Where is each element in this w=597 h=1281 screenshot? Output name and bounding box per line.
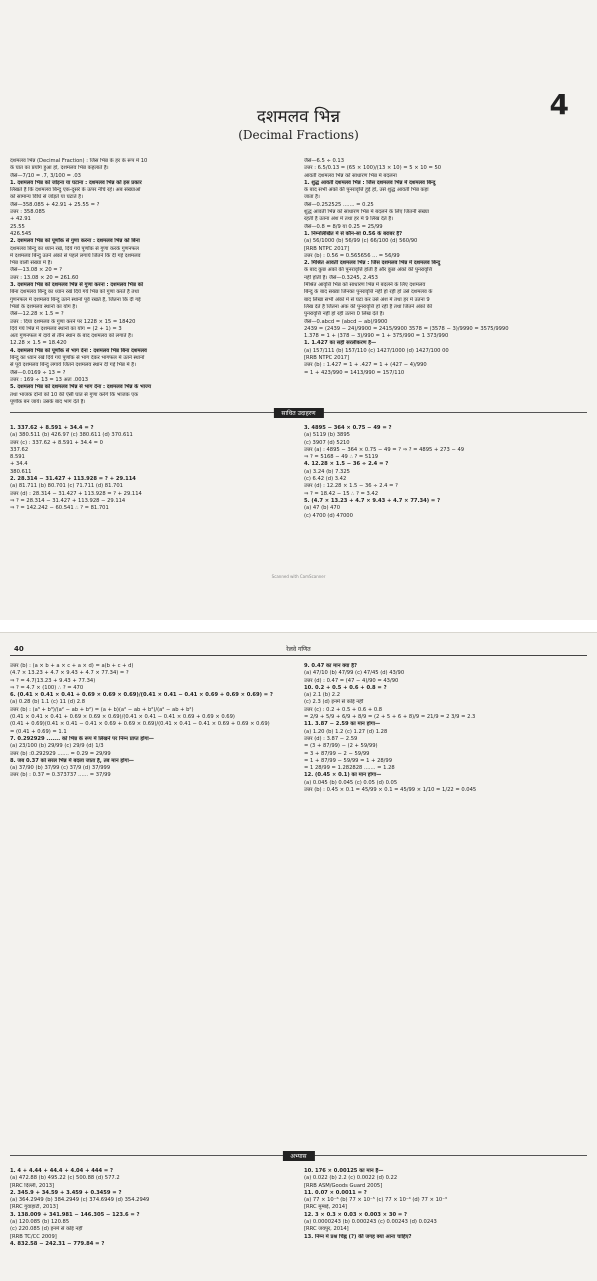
text-line: (c) 2.3 (d) इनमें से कोई नहीं xyxy=(304,699,364,706)
text-line: [RRB ASM/Goods Guard 2005] xyxy=(304,1182,383,1189)
text-line: गुणनफल में दशमलव बिन्दु उतने स्थानों पूर्व रखते हैं, जितना कि दी गई xyxy=(10,296,141,303)
practice-left-column xyxy=(10,1168,294,1248)
text-line: नहीं होती है। जैसे—0.3245, 2.453 xyxy=(304,274,378,281)
text-line: 3. दशमलव भिन्न को दशमलव भिन्न से गुणा करना : दशमलव भिन्न को xyxy=(10,282,144,289)
text-line: लिख देते हैं जितना अंक की पुनरावृत्ति हो रही है तथा जितने अंकों की xyxy=(304,303,433,310)
text-line: (0.41 + 0.69)(0.41 × 0.41 − 0.41 × 0.69 + 0.69 × 0.69)/(0.41 × 0.41 − 0.41 × 0.69 + 0.69 × 0.69) xyxy=(10,721,270,728)
text-line: 25.55 xyxy=(10,223,25,230)
examples-right-column xyxy=(304,425,588,520)
text-line: लिखते हैं कि दशमलव बिन्दु एक-दूसरे के ऊपर नीचे रहें। अब संख्याओं xyxy=(10,187,141,194)
text-line: (a) 37/90 (b) 37/99 (c) 37/9 (d) 37/999 xyxy=(10,765,111,772)
running-header: रेलवे गणित xyxy=(286,646,311,653)
text-line: 337.62 xyxy=(10,446,29,453)
text-line: (c) 6.42 (d) 3.42 xyxy=(304,476,347,483)
text-line: (a) 47 (b) 470 xyxy=(304,505,341,512)
text-line: तथा भाजक दोनों को 10 की ऐसी घात से गुणा करेंगे कि भाजक एक xyxy=(10,391,139,398)
text-line: आवर्ती दशमलव भिन्न को साधारण भिन्न में बदलना xyxy=(304,172,397,179)
text-line: 13. निम्न में प्रश्न चिह्न (?) की जगह क्या आना चाहिए? xyxy=(304,1233,412,1240)
text-line: उत्तर (d) : 3.87 − 2.59 xyxy=(304,735,358,742)
text-line: 2. 345.9 + 34.59 + 3.459 + 0.3459 = ? xyxy=(10,1189,122,1196)
text-line: 4. दशमलव भिन्न को पूर्णांक से भाग देना : दशमलव भिन्न बिना दशमलव xyxy=(10,347,147,354)
text-line: (0.41 × 0.41 × 0.41 + 0.69 × 0.69 × 0.69)/(0.41 × 0.41 − 0.41 × 0.69 + 0.69 × 0.69) xyxy=(10,714,235,721)
solutions-left-column xyxy=(10,663,294,780)
text-line: उत्तर (c) : 0.2 + 0.5 + 0.6 + 0.8 xyxy=(304,706,383,713)
solutions-right-column xyxy=(304,663,588,794)
text-line: 11. 0.07 × 0.0011 = ? xyxy=(304,1189,367,1196)
text-line: (a) 81.711 (b) 80.701 (c) 71.711 (d) 81.701 xyxy=(10,483,123,490)
chapter-number: 4 xyxy=(549,88,569,121)
text-line: 12.28 × 1.5 = 18.420 xyxy=(10,340,67,347)
page-number: 40 xyxy=(14,645,24,653)
text-line: 9. 0.47 का मान क्या है? xyxy=(304,663,357,669)
text-line: 6. (0.41 × 0.41 × 0.41 + 0.69 × 0.69 × 0.69)/(0.41 × 0.41 − 0.41 × 0.69 + 0.69 × 0.69) = ? xyxy=(10,692,273,699)
text-line: (c) 220.085 (d) इनमें से कोई नहीं xyxy=(10,1226,83,1233)
text-line: 4. 12.28 × 1.5 − 36 ÷ 2.4 = ? xyxy=(304,461,389,468)
text-line: दशमलव भिन्न (Decimal Fraction) : जिस भिन्न के हर के रूप में 10 xyxy=(10,158,148,164)
text-line: उत्तर (b) : 1.427 = 1 + .427 = 1 + (427 − 4)/990 xyxy=(304,362,427,369)
text-line: 2. मिश्रित आवर्ती दशमलव भिन्न : जिस दशमलव भिन्न में दशमलव बिन्दु xyxy=(304,260,441,267)
text-line: (a) 23/100 (b) 29/99 (c) 29/9 (d) 1/3 xyxy=(10,743,104,750)
text-line: 1. 4 + 4.44 + 44.4 + 4.04 + 444 = ? xyxy=(10,1168,114,1174)
text-line: के बाद सभी अंकों की पुनरावृत्ति हुई हो, उसे शुद्ध आवर्ती भिन्न कहा xyxy=(304,187,429,194)
text-line: में दशमलव बिन्दु उतने अंकों से पहले लगायें जितने कि दी गई दशमलव xyxy=(10,252,141,259)
text-line: उत्तर : 13.08 × 20 = 261.60 xyxy=(10,274,79,281)
text-line: के घात का प्रयोग हुआ हो, दशमलव भिन्न कहलाते हैं। xyxy=(10,165,109,172)
text-line: 2439 = (2439 − 24)/9900 = 2415/9900 3578 = (3578 − 3)/9990 = 3575/9990 xyxy=(304,325,509,332)
text-line: = 1 28/99 = 1.282828 ....... = 1.28 xyxy=(304,765,395,772)
text-line: ⇒ ? = 4.7 × (100) ∴ ? = 470 xyxy=(10,684,84,691)
examples-left-column xyxy=(10,425,294,513)
text-line: उत्तर (a) : 4895 − 364 × 0.75 − 49 = ? ⇒ ? = 4895 + 273 − 49 xyxy=(304,446,465,453)
text-line: 1. दशमलव भिन्न को जोड़ना या घटाना : दशमलव भिन्न को इस प्रकार xyxy=(10,179,142,186)
page-bottom xyxy=(0,632,597,1281)
text-line: [RRB TC/CC 2009] xyxy=(10,1233,57,1240)
text-line: जैसे—13.08 × 20 = ? xyxy=(10,267,63,274)
scanner-watermark: Scanned with CamScanner xyxy=(271,574,326,579)
banner-label: अभ्यास xyxy=(282,1151,314,1161)
text-line: शुद्ध आवर्ती भिन्न को साधारण भिन्न में बदलने के लिए जितनी संख्या xyxy=(304,209,429,216)
text-line: के बाद कुछ अंकों की पुनरावृत्ति होती है और कुछ अंकों की पुनरावृत्ति xyxy=(304,267,433,274)
text-line: जैसे—0.0169 ÷ 13 = ? xyxy=(10,369,66,376)
text-line: 5. दशमलव भिन्न को दशमलव भिन्न से भाग देना : दशमलव भिन्न के भाज्य xyxy=(10,384,152,391)
text-line: (a) 47/10 (b) 47/99 (c) 47/45 (d) 43/90 xyxy=(304,670,405,677)
text-line: = (3 + 87/99) − (2 + 59/99) xyxy=(304,743,378,750)
text-line: 3. 138.009 + 341.981 − 146.305 − 123.6 = ? xyxy=(10,1211,140,1218)
text-line: 2. 28.314 − 31.427 + 113.928 = ? + 29.114 xyxy=(10,476,136,483)
text-line: ⇒ ? = 5168 − 49 ∴ ? = 5119 xyxy=(304,454,379,461)
text-line: जैसे—0.abcd = (abcd − ab)/9900 xyxy=(304,318,388,325)
text-line: 12. 3 × 0.3 × 0.03 × 0.003 × 30 = ? xyxy=(304,1211,408,1218)
text-line: मिश्रित आवृत्ति भिन्न को साधारण भिन्न में बदलने के लिए दशमलव xyxy=(304,282,426,289)
text-line: 10. 176 × 0.00125 का मान है— xyxy=(304,1168,384,1174)
text-line: 2. दशमलव भिन्न को पूर्णांक से गुणा करना : दशमलव भिन्न को बिना xyxy=(10,238,140,245)
text-line: (a) 2.1 (b) 2.2 xyxy=(304,692,341,699)
chapter-title-hindi: दशमलव भिन्न xyxy=(256,107,341,127)
banner-label: साधित उदाहरण xyxy=(273,408,323,418)
text-line: पूर्णांक बन जाये। उसके बाद भाग देते हैं। xyxy=(10,398,86,405)
text-line: 8. जब 0.37 को सरल भिन्न में बदला जाता है, तब मान होगा— xyxy=(10,757,134,764)
text-line: 1. 1.427 का सही सरलीकरण है— xyxy=(304,340,377,347)
text-line: 1. शुद्ध आवर्ती दशमलव भिन्न : जिस दशमलव भिन्न में दशमलव बिन्दु xyxy=(304,179,436,186)
text-line: 1.378 = 1 + (378 − 3)/990 = 1 + 375/990 = 1 373/990 xyxy=(304,333,449,340)
text-line: जैसे—0.252525 ....... = 0.25 xyxy=(304,201,374,208)
text-line: अतः गुणनफल में दायें से तीन स्थान के बाद दशमलव को लगाते हैं। xyxy=(10,333,133,340)
practice-banner xyxy=(10,1155,587,1164)
text-line: = (0.41 + 0.69) = 1.1 xyxy=(10,728,67,735)
text-line: जैसे—6.5 ÷ 0.13 xyxy=(304,158,344,164)
text-line: [RRB NTPC 2017] xyxy=(304,245,350,252)
text-line: से पूर्व दशमलव बिन्दु लगायें जितने दशमलव स्थान दी गई भिन्न में है। xyxy=(10,362,136,369)
text-line: = 3 + 87/99 − 2 − 59/99 xyxy=(304,750,370,757)
text-line: 8.591 xyxy=(10,454,25,461)
text-line: जैसे—358.085 + 42.91 + 25.55 = ? xyxy=(10,201,100,208)
text-line: (a) 472.88 (b) 495.22 (c) 500.88 (d) 577.2 xyxy=(10,1175,120,1182)
text-line: ⇒ ? = 142.242 − 60.541 ∴ ? = 81.701 xyxy=(10,505,109,512)
text-line: जैसे—0.8 = 8/9 या 0.25 = 25/99 xyxy=(304,223,383,230)
text-line: उत्तर : 358.085 xyxy=(10,209,46,216)
text-line: उत्तर (b) : (a × b + a × c + a × d) = a(b + c + d) xyxy=(10,663,134,669)
text-line: (a) 5119 (b) 3895 xyxy=(304,432,350,439)
text-line: ⇒ ? = 18.42 − 15 ∴ ? = 3.42 xyxy=(304,490,379,497)
text-line: 3. 4895 − 364 × 0.75 − 49 = ? xyxy=(304,425,392,431)
practice-right-column xyxy=(304,1168,588,1241)
text-line: 5. (4.7 × 13.23 + 4.7 × 9.43 + 4.7 × 77.34) = ? xyxy=(304,497,441,504)
text-line: = 1 + 87/99 − 59/99 = 1 + 28/99 xyxy=(304,757,393,764)
text-line: उत्तर (b) : 0.56 = 0.565656 ... = 56/99 xyxy=(304,252,400,259)
text-line: जैसे—12.28 × 1.5 = ? xyxy=(10,311,64,318)
text-line: ⇒ ? = 4.7(13.23 + 9.43 + 77.34) xyxy=(10,677,96,684)
chapter-title-english: (Decimal Fractions) xyxy=(238,128,359,142)
text-line: [RRB NTPC 2017] xyxy=(304,355,350,362)
theory-right-column xyxy=(304,158,588,377)
text-line: 10. 0.2 + 0.5 + 0.6 + 0.8 = ? xyxy=(304,684,387,691)
text-line: (a) 380.511 (b) 426.97 (c) 380.611 (d) 370.611 xyxy=(10,432,133,439)
text-line: (a) 3.24 (b) 7.325 xyxy=(304,468,350,475)
text-line: (a) 120.085 (b) 120.85 xyxy=(10,1219,70,1226)
text-line: 1. निम्नलिखित में से कौन-सा 0.56 के बराबर है? xyxy=(304,230,403,237)
text-line: जाता है। xyxy=(304,194,320,201)
header-rule xyxy=(10,655,587,656)
text-line: भिन्नों के दशमलव स्थानों का योग है। xyxy=(10,303,78,310)
text-line: उत्तर (d) : 28.314 − 31.427 + 113.928 = ? + 29.114 xyxy=(10,490,142,497)
text-line: (c) 3907 (d) 5210 xyxy=(304,439,350,446)
text-line: पुनरावृत्ति नहीं हो रही उतना 0 लिख देते हैं। xyxy=(304,311,385,318)
text-line: 12. (0.45 × 0.1) का मान होगा— xyxy=(304,772,382,779)
text-line: दशमलव बिन्दु का ध्यान रखे, दिये गये पूर्णांक से गुणा करके गुणनफल xyxy=(10,245,139,252)
text-line: उत्तर (b) : (a³ + b³)/(a² − ab + b²) = (a + b)(a² − ab + b²)/(a² − ab + b²) xyxy=(10,706,194,713)
text-line: बाद लिखा सभी अंकों में से घटा कर उसे अंश में तथा हर में उतना 9 xyxy=(304,296,430,303)
text-line: (4.7 × 13.23 + 4.7 × 9.43 + 4.7 × 77.34) = ? xyxy=(10,670,129,677)
text-line: उत्तर (d) : 0.47 = (47 − 4)/90 = 43/90 xyxy=(304,677,399,684)
text-line: (a) 1.20 (b) 1.2 (c) 1.27 (d) 1.28 xyxy=(304,728,388,735)
text-line: (a) 0.0000243 (b) 0.000243 (c) 0.00243 (d) 0.0243 xyxy=(304,1219,437,1226)
text-line: 380.611 xyxy=(10,468,32,475)
text-line: [RRC दिल्ली, 2013] xyxy=(10,1182,55,1189)
text-line: [RRC गुवाहाटी, 2013] xyxy=(10,1204,58,1211)
text-line: बिन्दु का ध्यान रखे दिये गये पूर्णांक से भाग देकर भागफल में उतने स्थानों xyxy=(10,355,145,362)
text-line: 11. 3.87 − 2.59 का मान होगा— xyxy=(304,721,381,728)
text-line: + 42.91 xyxy=(10,216,31,223)
text-line: (a) 0.045 (b) 0.045 (c) 0.05 (d) 0.05 xyxy=(304,779,398,786)
text-line: + 34.4 xyxy=(10,461,28,468)
text-line: उत्तर : 169 ÷ 13 = 13 अतः .0013 xyxy=(10,376,89,383)
text-line: 4. 832.58 − 242.31 − 779.84 = ? xyxy=(10,1240,105,1247)
solved-examples-banner xyxy=(10,412,587,421)
text-line: = 2/9 + 5/9 + 6/9 + 8/9 = (2 + 5 + 6 + 8)/9 = 21/9 = 2 3/9 = 2.3 xyxy=(304,714,476,721)
text-line: (a) 0.022 (b) 2.2 (c) 0.0022 (d) 0.22 xyxy=(304,1175,398,1182)
text-line: (a) 56/1000 (b) 56/99 (c) 66/100 (d) 560/90 xyxy=(304,238,418,245)
text-line: बिना दशमलव बिन्दु का ध्यान रखे दिये गये भिन्न को गुणा करते हैं तथा xyxy=(10,289,140,296)
text-line: उत्तर (b) : 0.45 × 0.1 = 45/99 × 0.1 = 45/99 × 1/10 = 1/22 = 0.045 xyxy=(304,787,477,794)
theory-left-column xyxy=(10,158,294,406)
text-line: = 1 + 423/990 = 1413/990 = 157/110 xyxy=(304,369,405,376)
text-line: (a) 364.2949 (b) 384.2949 (c) 374.6949 (d) 354.2949 xyxy=(10,1197,150,1204)
text-line: उत्तर (d) : 12.28 × 1.5 − 36 ÷ 2.4 = ? xyxy=(304,483,398,490)
text-line: भिन्न वाली संख्या में है। xyxy=(10,260,53,267)
text-line: रहती है उतना अंश में तथा हर में 9 लिख देते हैं। xyxy=(304,216,394,223)
text-line: उत्तर (b) : 0.37 = 0.373737 ...... = 37/99 xyxy=(10,772,111,779)
text-line: उत्तर : दिया दशमलव के गुणा करने पर 1228 × 15 = 18420 xyxy=(10,318,136,325)
text-line: उत्तर (b) :0.292929 ....... = 0.29 = 29/99 xyxy=(10,750,111,757)
text-line: उत्तर : 6.5/0.13 = (65 × 100)/(13 × 10) = 5 × 10 = 50 xyxy=(304,165,442,172)
text-line: ⇒ ? = 28.314 − 31.427 + 113.928 − 29.114 xyxy=(10,497,126,504)
text-line: (a) 77 × 10⁻⁶ (b) 77 × 10⁻⁵ (c) 77 × 10⁻⁴ (d) 77 × 10⁻³ xyxy=(304,1197,448,1204)
text-line: बिन्दु के बाद सख्या जिनका पुनरावृत्ति नहीं हो रही हो उसे दशमलव के xyxy=(304,289,433,296)
text-line: (c) 4700 (d) 47000 xyxy=(304,512,353,519)
page-top xyxy=(0,0,597,620)
text-line: (a) 157/111 (b) 157/110 (c) 1427/1000 (d) 1427/100 00 xyxy=(304,347,449,354)
text-line: दिये गये भिन्न में दशमलव स्थानों का योग = (2 + 1) = 3 xyxy=(10,325,122,332)
text-line: 7. 0.292929 ....... को भिन्न के रूप में लिखने पर निम्न प्राप्त होगा— xyxy=(10,735,154,742)
text-line: [RRC जयपुर, 2014] xyxy=(304,1226,349,1233)
text-line: 426.545 xyxy=(10,230,32,237)
text-line: [RRC मुम्बई, 2014] xyxy=(304,1204,348,1211)
text-line: (a) 0.28 (b) 1.1 (c) 11 (d) 2.8 xyxy=(10,699,86,706)
text-line: 1. 337.62 + 8.591 + 34.4 = ? xyxy=(10,425,94,431)
text-line: को सामान्य विधि से जोड़ते या घटाते हैं। xyxy=(10,194,83,201)
text-line: जैसे—7/10 = .7, 3/100 = .03 xyxy=(10,172,81,179)
text-line: उत्तर (c) : 337.62 + 8.591 + 34.4 = 0 xyxy=(10,439,103,446)
